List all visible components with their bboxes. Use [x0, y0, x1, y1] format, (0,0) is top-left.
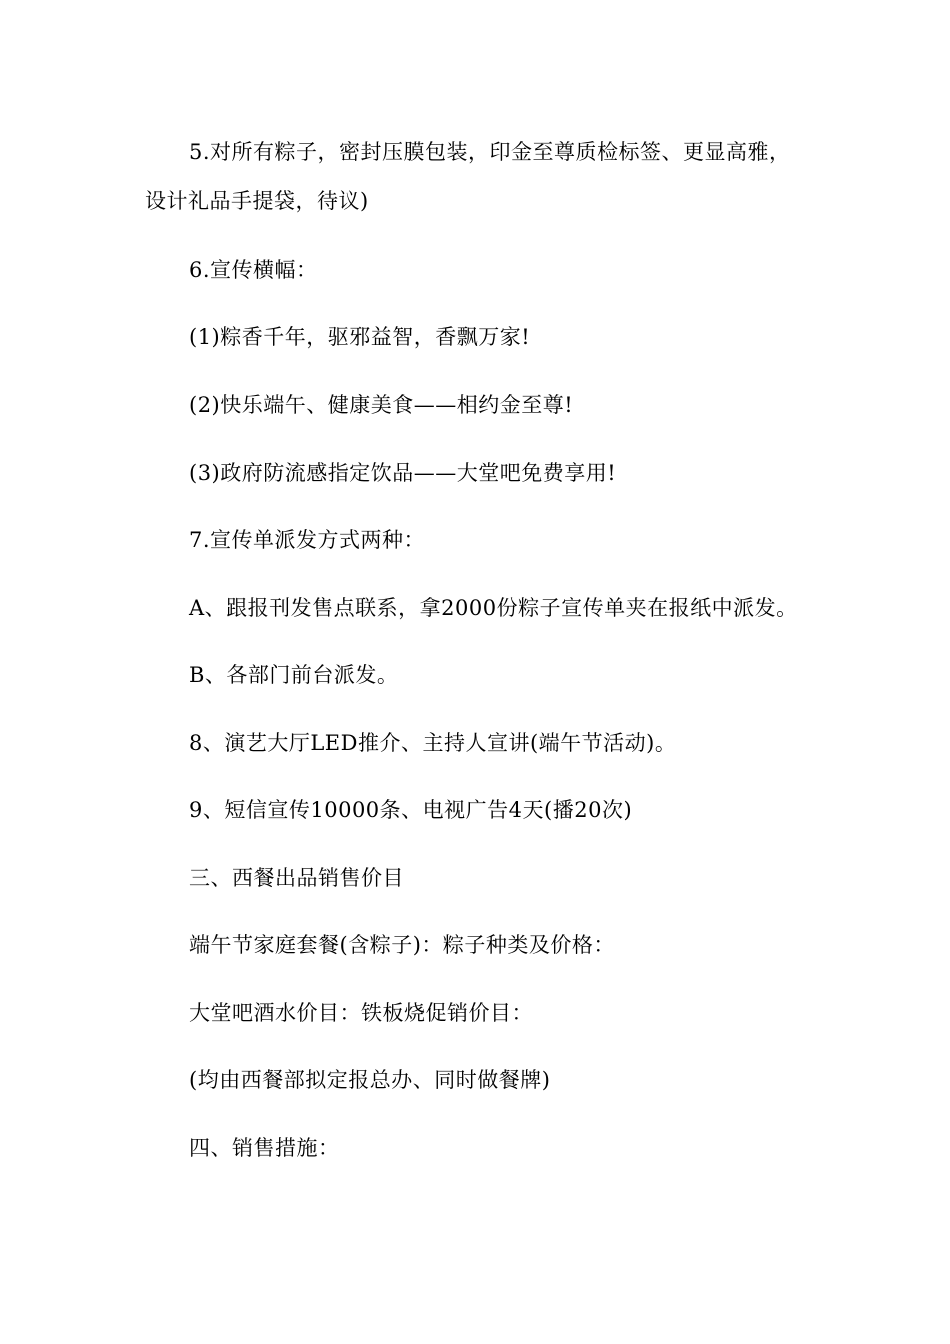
paragraph-item-6-heading: 6.宣传横幅： — [189, 258, 318, 282]
paragraph-method-a: A、跟报刊发售点联系，拿2000份粽子宣传单夹在报纸中派发。 — [189, 596, 798, 620]
paragraph-banner-1: (1)粽香千年，驱邪益智，香飘万家! — [189, 325, 531, 349]
paragraph-item-5-line2: 设计礼品手提袋，待议) — [145, 189, 369, 213]
paragraph-family-set: 端午节家庭套餐(含粽子)：粽子种类及价格： — [189, 933, 615, 957]
paragraph-price-list: 大堂吧酒水价目：铁板烧促销价目： — [189, 1001, 533, 1025]
paragraph-item-7-heading: 7.宣传单派发方式两种： — [189, 528, 426, 552]
paragraph-method-b: B、各部门前台派发。 — [189, 663, 399, 687]
paragraph-banner-2: (2)快乐端午、健康美食——相约金至尊! — [189, 393, 574, 417]
section-heading-4: 四、销售措施： — [189, 1136, 340, 1160]
paragraph-item-9: 9、短信宣传10000条、电视广告4天(播20次) — [189, 798, 633, 822]
paragraph-item-5-line1: 5.对所有粽子，密封压膜包装，印金至尊质检标签、更显高雅， — [189, 140, 791, 164]
paragraph-note: (均由西餐部拟定报总办、同时做餐牌) — [189, 1068, 551, 1092]
section-heading-3: 三、西餐出品销售价目 — [189, 866, 404, 890]
paragraph-banner-3: (3)政府防流感指定饮品——大堂吧免费享用! — [189, 461, 617, 485]
paragraph-item-8: 8、演艺大厅LED推介、主持人宣讲(端午节活动)。 — [189, 731, 677, 755]
